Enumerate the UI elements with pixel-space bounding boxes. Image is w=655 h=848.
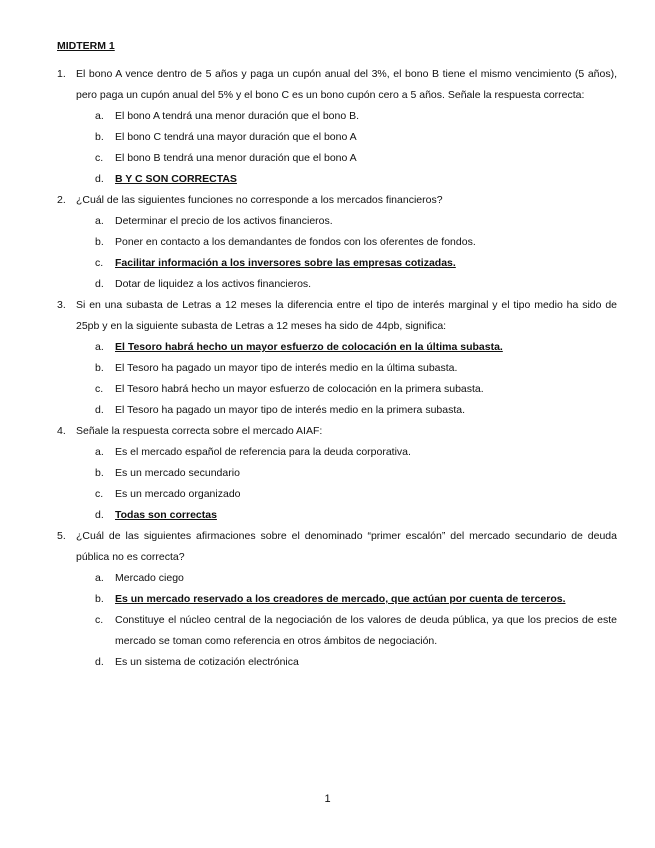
correct-answer: Es un mercado reservado a los creadores de mercado, que actúan por cuenta de terceros. (115, 593, 566, 605)
correct-answer: Todas son correctas (115, 509, 217, 521)
question-4 (57, 421, 617, 442)
option-letter: c. (95, 614, 104, 626)
option-letter: a. (95, 110, 104, 122)
option-3c (95, 379, 617, 400)
option-letter: c. (95, 488, 104, 500)
correct-answer: B Y C SON CORRECTAS (115, 173, 237, 185)
question-text: Señale la respuesta correcta sobre el mercado AIAF: (76, 425, 323, 437)
question-number: 2. (57, 194, 66, 206)
option-5d (95, 652, 617, 673)
option-4d (95, 505, 617, 526)
option-5b (95, 589, 617, 610)
option-text: Dotar de liquidez a los activos financieros. (115, 278, 312, 290)
option-letter: d. (95, 278, 104, 290)
question-text: ¿Cuál de las siguientes funciones no corresponde a los mercados financieros? (76, 194, 443, 206)
correct-answer: Facilitar información a los inversores sobre las empresas cotizadas. (115, 257, 456, 269)
question-5 (57, 526, 617, 568)
option-text: Es un mercado secundario (115, 467, 240, 479)
option-letter: b. (95, 593, 104, 605)
option-4c (95, 484, 617, 505)
correct-answer: El Tesoro habrá hecho un mayor esfuerzo de colocación en la última subasta. (115, 341, 503, 353)
option-text: Poner en contacto a los demandantes de fondos con los oferentes de fondos. (115, 236, 476, 248)
option-text: El bono A tendrá una menor duración que el bono B. (115, 110, 360, 122)
question-number: 1. (57, 68, 66, 80)
option-4a (95, 442, 617, 463)
option-text: Es un sistema de cotización electrónica (115, 656, 299, 668)
question-3 (57, 295, 617, 337)
option-3b (95, 358, 617, 379)
option-text: El bono C tendrá una mayor duración que el bono A (115, 131, 357, 143)
option-text: Es el mercado español de referencia para la deuda corporativa. (115, 446, 411, 458)
option-1b (95, 127, 617, 148)
option-text: El Tesoro ha pagado un mayor tipo de interés medio en la primera subasta. (115, 404, 466, 416)
document-title: MIDTERM 1 (57, 40, 115, 52)
option-letter: d. (95, 656, 104, 668)
option-letter: c. (95, 257, 104, 269)
option-text: Determinar el precio de los activos financieros. (115, 215, 333, 227)
option-3a (95, 337, 617, 358)
option-text: Constituye el núcleo central de la negociación de los valores de deuda pública, ya que los precios de este mercado se toman como referencia en otros ámbitos de negociación. (115, 614, 617, 647)
page-number: 1 (324, 793, 331, 805)
option-1d (95, 169, 617, 190)
option-letter: b. (95, 467, 104, 479)
question-text: Si en una subasta de Letras a 12 meses la diferencia entre el tipo de interés marginal y el tipo medio ha sido de 25pb y en la siguiente subasta de Letras a 12 meses ha sido de 44pb, significa: (76, 299, 617, 332)
option-letter: c. (95, 152, 104, 164)
option-letter: c. (95, 383, 104, 395)
option-3d (95, 400, 617, 421)
question-number: 4. (57, 425, 66, 437)
option-2d (95, 274, 617, 295)
option-text: El bono B tendrá una menor duración que el bono A (115, 152, 357, 164)
option-letter: a. (95, 446, 104, 458)
option-letter: a. (95, 341, 104, 353)
option-text: El Tesoro ha pagado un mayor tipo de interés medio en la última subasta. (115, 362, 458, 374)
option-letter: b. (95, 362, 104, 374)
option-5a (95, 568, 617, 589)
option-5c (95, 610, 617, 652)
option-text: Es un mercado organizado (115, 488, 241, 500)
option-text: Mercado ciego (115, 572, 184, 584)
option-text: El Tesoro habrá hecho un mayor esfuerzo de colocación en la primera subasta. (115, 383, 484, 395)
option-letter: a. (95, 572, 104, 584)
question-1 (57, 64, 617, 106)
option-2c (95, 253, 617, 274)
option-letter: b. (95, 131, 104, 143)
question-number: 5. (57, 530, 66, 542)
option-letter: d. (95, 404, 104, 416)
question-text: ¿Cuál de las siguientes afirmaciones sobre el denominado “primer escalón” del mercado secundario de deuda pública no es correcta? (76, 530, 617, 563)
option-2b (95, 232, 617, 253)
option-letter: a. (95, 215, 104, 227)
option-2a (95, 211, 617, 232)
question-number: 3. (57, 299, 66, 311)
option-4b (95, 463, 617, 484)
question-text: El bono A vence dentro de 5 años y paga un cupón anual del 3%, el bono B tiene el mismo vencimiento (5 años), pero paga un cupón anual del 5% y el bono C es un bono cupón cero a 5 años. Señale la respuesta correcta: (76, 68, 617, 101)
option-1c (95, 148, 617, 169)
option-letter: d. (95, 509, 104, 521)
question-2 (57, 190, 617, 211)
option-letter: b. (95, 236, 104, 248)
option-1a (95, 106, 617, 127)
option-letter: d. (95, 173, 104, 185)
